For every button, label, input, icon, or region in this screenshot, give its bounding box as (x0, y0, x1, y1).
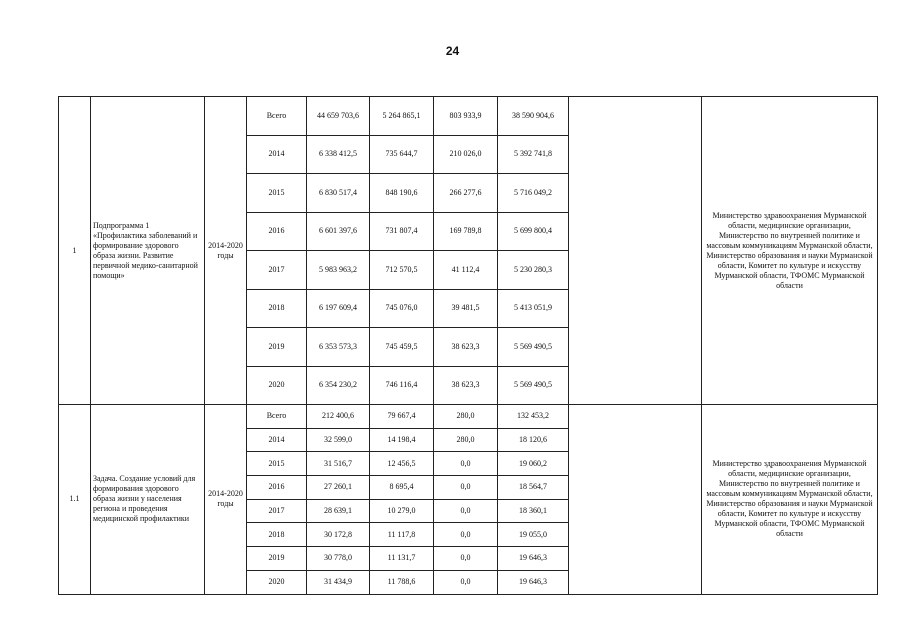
value-cell-v2: 14 198,4 (370, 428, 434, 452)
value-cell-v3: 280,0 (434, 405, 498, 429)
value-cell-v1: 6 354 230,2 (307, 366, 370, 405)
value-cell-v3: 41 112,4 (434, 251, 498, 290)
item-period: 2014-2020 годы (205, 97, 247, 405)
value-cell-v2: 11 788,6 (370, 570, 434, 594)
value-cell-v4: 5 569 490,5 (498, 328, 569, 367)
table-row (59, 97, 878, 136)
value-cell-v3: 38 623,3 (434, 328, 498, 367)
value-cell-v1: 6 601 397,6 (307, 212, 370, 251)
year-cell: 2020 (247, 570, 307, 594)
value-cell-v3: 266 277,6 (434, 174, 498, 213)
value-cell-v1: 44 659 703,6 (307, 97, 370, 136)
budget-table (58, 96, 878, 595)
value-cell-v4: 5 413 051,9 (498, 289, 569, 328)
value-cell-v1: 30 778,0 (307, 547, 370, 571)
page-number: 24 (445, 44, 460, 58)
value-cell-v3: 0,0 (434, 547, 498, 571)
year-cell: 2014 (247, 428, 307, 452)
year-cell: 2016 (247, 476, 307, 500)
value-cell-v2: 735 644,7 (370, 135, 434, 174)
value-cell-v1: 6 197 609,4 (307, 289, 370, 328)
year-cell: 2019 (247, 547, 307, 571)
value-cell-v1: 212 400,6 (307, 405, 370, 429)
responsible-executors: Министерство здравоохранения Мурманской области, медицинские организации, Министерство по внутренней политике и массовым коммуникациям Мурманской области, Министерство образования и науки Мурманской области, Комитет по культуре и искусству Мурманской области, ТФОМС Мурманской области (702, 405, 878, 595)
value-cell-v4: 19 646,3 (498, 570, 569, 594)
value-cell-v2: 11 117,8 (370, 523, 434, 547)
year-cell: 2015 (247, 452, 307, 476)
value-cell-v3: 0,0 (434, 570, 498, 594)
value-cell-v2: 731 807,4 (370, 212, 434, 251)
year-cell: 2020 (247, 366, 307, 405)
value-cell-v3: 280,0 (434, 428, 498, 452)
value-cell-v2: 712 570,5 (370, 251, 434, 290)
value-cell-v4: 5 392 741,8 (498, 135, 569, 174)
item-name: Задача. Создание условий для формирования здорового образа жизни у населения региона и проведения медицинской профилактики (91, 405, 205, 595)
responsible-executors: Министерство здравоохранения Мурманской области, медицинские организации, Министерство по внутренней политике и массовым коммуникациям Мурманской области, Министерство образования и науки Мурманской области, Комитет по культуре и искусству Мурманской области, ТФОМС Мурманской области (702, 97, 878, 405)
year-cell: 2018 (247, 289, 307, 328)
value-cell-v2: 745 459,5 (370, 328, 434, 367)
block-2 (59, 405, 878, 595)
value-cell-v4: 18 360,1 (498, 499, 569, 523)
value-cell-v3: 0,0 (434, 452, 498, 476)
value-cell-v3: 0,0 (434, 476, 498, 500)
year-cell: 2015 (247, 174, 307, 213)
value-cell-v4: 18 120,6 (498, 428, 569, 452)
item-number: 1.1 (59, 405, 91, 595)
value-cell-v2: 8 695,4 (370, 476, 434, 500)
value-cell-v1: 31 516,7 (307, 452, 370, 476)
value-cell-v4: 19 646,3 (498, 547, 569, 571)
value-cell-v4: 5 569 490,5 (498, 366, 569, 405)
value-cell-v4: 19 060,2 (498, 452, 569, 476)
value-cell-v3: 0,0 (434, 523, 498, 547)
value-cell-v2: 745 076,0 (370, 289, 434, 328)
value-cell-v3: 39 481,5 (434, 289, 498, 328)
value-cell-v2: 848 190,6 (370, 174, 434, 213)
year-cell: 2016 (247, 212, 307, 251)
value-cell-v4: 19 055,0 (498, 523, 569, 547)
value-cell-v1: 30 172,8 (307, 523, 370, 547)
value-cell-v2: 746 116,4 (370, 366, 434, 405)
value-cell-v3: 38 623,3 (434, 366, 498, 405)
year-cell: 2019 (247, 328, 307, 367)
value-cell-v3: 803 933,9 (434, 97, 498, 136)
year-cell: 2018 (247, 523, 307, 547)
value-cell-v1: 32 599,0 (307, 428, 370, 452)
value-cell-v1: 6 353 573,3 (307, 328, 370, 367)
value-cell-v4: 5 716 049,2 (498, 174, 569, 213)
value-cell-v4: 132 453,2 (498, 405, 569, 429)
year-cell: Всего (247, 97, 307, 136)
value-cell-v2: 79 667,4 (370, 405, 434, 429)
value-cell-v2: 11 131,7 (370, 547, 434, 571)
value-cell-v3: 169 789,8 (434, 212, 498, 251)
year-cell: 2014 (247, 135, 307, 174)
value-cell-v4: 38 590 904,6 (498, 97, 569, 136)
value-cell-v1: 28 639,1 (307, 499, 370, 523)
value-cell-v2: 10 279,0 (370, 499, 434, 523)
year-cell: Всего (247, 405, 307, 429)
empty-cell (569, 405, 702, 595)
empty-cell (569, 97, 702, 405)
value-cell-v1: 6 338 412,5 (307, 135, 370, 174)
table-row (59, 405, 878, 429)
item-name: Подпрограмма 1 «Профилактика заболеваний и формирование здорового образа жизни. Развитие первичной медико-санитарной помощи» (91, 97, 205, 405)
value-cell-v3: 0,0 (434, 499, 498, 523)
value-cell-v1: 6 830 517,4 (307, 174, 370, 213)
value-cell-v1: 27 260,1 (307, 476, 370, 500)
value-cell-v4: 5 230 280,3 (498, 251, 569, 290)
item-number: 1 (59, 97, 91, 405)
value-cell-v3: 210 026,0 (434, 135, 498, 174)
value-cell-v2: 5 264 865,1 (370, 97, 434, 136)
value-cell-v2: 12 456,5 (370, 452, 434, 476)
year-cell: 2017 (247, 251, 307, 290)
year-cell: 2017 (247, 499, 307, 523)
value-cell-v1: 31 434,9 (307, 570, 370, 594)
item-period: 2014-2020 годы (205, 405, 247, 595)
value-cell-v4: 18 564,7 (498, 476, 569, 500)
value-cell-v1: 5 983 963,2 (307, 251, 370, 290)
value-cell-v4: 5 699 800,4 (498, 212, 569, 251)
block-1 (59, 97, 878, 405)
